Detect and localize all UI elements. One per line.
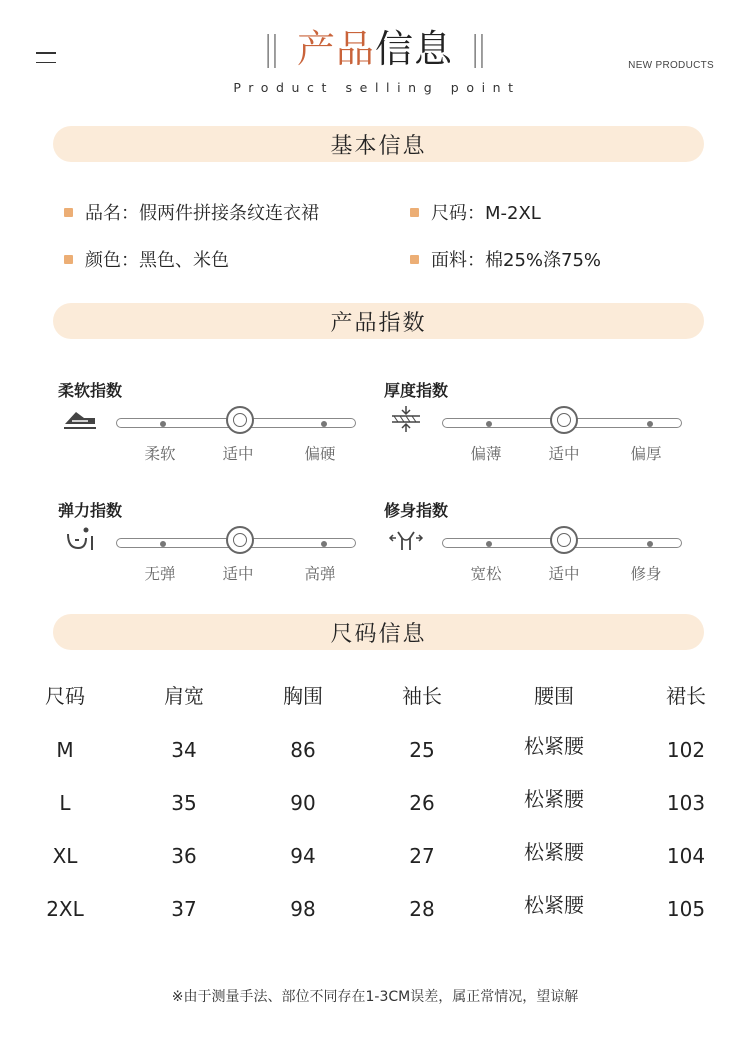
table-row <box>0 730 750 770</box>
table-header-cell: 尺码 <box>45 684 85 708</box>
table-cell: 36 <box>171 844 197 868</box>
track-dot <box>321 541 327 547</box>
fit-icon <box>388 524 424 554</box>
index-fit <box>384 498 684 588</box>
soft-icon <box>62 404 98 434</box>
table-cell: 松紧腰 <box>524 734 584 758</box>
title-divider-left: || <box>264 29 279 69</box>
index-slider-knob <box>226 526 254 554</box>
table-header-cell: 袖长 <box>402 684 442 708</box>
section-size-info: 尺码信息 <box>53 614 704 650</box>
index-label: 柔软 <box>144 445 176 463</box>
table-row <box>0 783 750 823</box>
index-slider-knob <box>550 526 578 554</box>
table-header-row <box>0 676 750 716</box>
table-cell: 104 <box>666 844 706 868</box>
index-label: 偏硬 <box>304 445 336 463</box>
elasticity-icon <box>62 524 98 554</box>
index-label: 适中 <box>222 445 254 463</box>
table-cell: 27 <box>409 844 435 868</box>
table-cell: 98 <box>290 897 316 921</box>
index-label: 宽松 <box>470 565 502 583</box>
table-cell: 34 <box>171 738 197 762</box>
bullet-icon <box>64 208 73 217</box>
table-cell: 105 <box>666 897 706 921</box>
thickness-icon <box>388 404 424 434</box>
table-cell: 松紧腰 <box>524 840 584 864</box>
page-subtitle: Product selling point <box>233 80 521 95</box>
table-header-cell: 胸围 <box>283 684 323 708</box>
bullet-icon <box>64 255 73 264</box>
info-item-text: 尺码：M-2XL <box>431 203 541 224</box>
section-basic-info: 基本信息 <box>53 126 704 162</box>
bullet-icon <box>410 208 419 217</box>
index-label: 无弹 <box>144 565 176 583</box>
table-row <box>0 836 750 876</box>
table-cell: 37 <box>171 897 197 921</box>
index-title: 柔软指数 <box>58 381 123 400</box>
info-item-text: 面料：棉25%涤75% <box>431 250 602 271</box>
title-divider-right: || <box>471 29 486 69</box>
table-cell: 28 <box>409 897 435 921</box>
info-item-text: 品名：假两件拼接条纹连衣裙 <box>85 203 319 224</box>
table-header-cell: 腰围 <box>534 684 574 708</box>
table-cell: 35 <box>171 791 197 815</box>
track-dot <box>160 541 166 547</box>
index-label: 偏厚 <box>630 445 662 463</box>
table-cell: 松紧腰 <box>524 893 584 917</box>
table-cell: 2XL <box>46 897 84 921</box>
info-item-fabric <box>410 246 601 272</box>
table-cell: 25 <box>409 738 435 762</box>
track-dot <box>321 421 327 427</box>
index-thickness <box>384 378 684 468</box>
index-label: 偏薄 <box>470 445 502 463</box>
index-label: 适中 <box>548 445 580 463</box>
index-label: 修身 <box>630 565 662 583</box>
info-item-text: 颜色：黑色、米色 <box>85 250 229 271</box>
track-dot <box>647 541 653 547</box>
table-cell: 松紧腰 <box>524 787 584 811</box>
table-cell: 26 <box>409 791 435 815</box>
measurement-note: ※由于测量手法、部位不同存在1-3CM误差，属正常情况，望谅解 <box>171 989 579 1005</box>
index-label: 适中 <box>548 565 580 583</box>
index-label: 高弹 <box>304 565 336 583</box>
section-product-index: 产品指数 <box>53 303 704 339</box>
table-cell: XL <box>52 844 78 868</box>
track-dot <box>486 421 492 427</box>
new-products-label: NEW PRODUCTS <box>628 60 714 71</box>
table-header-cell: 肩宽 <box>164 684 204 708</box>
table-cell: 103 <box>666 791 706 815</box>
index-softness <box>58 378 358 468</box>
table-cell: L <box>59 791 71 815</box>
bullet-icon <box>410 255 419 264</box>
index-elasticity <box>58 498 358 588</box>
info-item-name <box>64 199 319 225</box>
index-slider-knob <box>226 406 254 434</box>
index-title: 厚度指数 <box>384 381 449 400</box>
info-item-color <box>64 246 229 272</box>
track-dot <box>647 421 653 427</box>
table-header-cell: 裙长 <box>666 684 706 708</box>
track-dot <box>160 421 166 427</box>
table-row <box>0 889 750 929</box>
index-title: 弹力指数 <box>58 501 123 520</box>
table-cell: M <box>56 738 74 762</box>
index-slider-knob <box>550 406 578 434</box>
table-cell: 102 <box>666 738 706 762</box>
index-label: 适中 <box>222 565 254 583</box>
index-title: 修身指数 <box>384 501 449 520</box>
track-dot <box>486 541 492 547</box>
table-cell: 90 <box>290 791 316 815</box>
info-item-size <box>410 199 541 225</box>
table-cell: 94 <box>290 844 316 868</box>
table-cell: 86 <box>290 738 316 762</box>
page-title: 产品信息 <box>296 27 454 71</box>
